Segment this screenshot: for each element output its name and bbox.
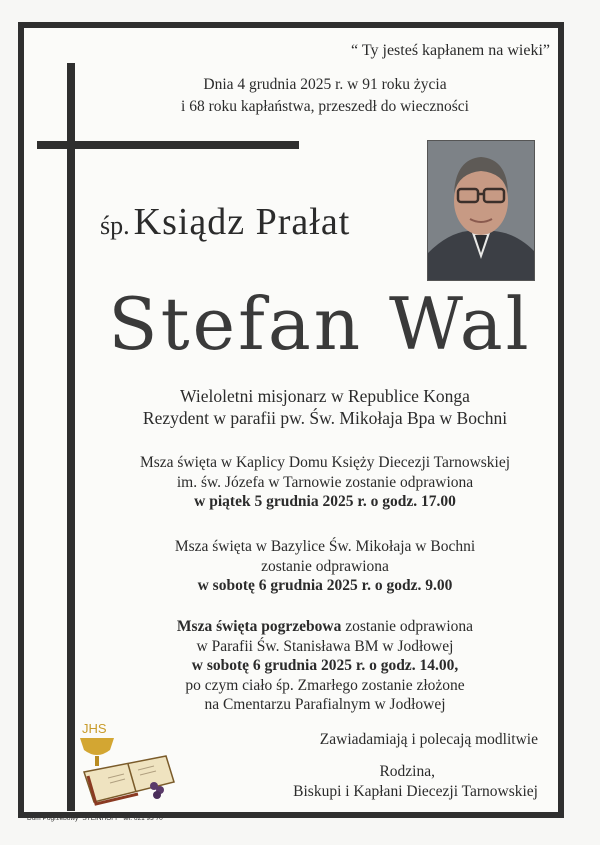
portrait-photo [427, 140, 535, 281]
prayer-notice: Zawiadamiają i polecają modlitwie [319, 731, 538, 748]
funeral-line-1-rest: zostanie odprawiona [341, 618, 474, 635]
title-prefix: śp. [100, 211, 130, 240]
emblem-illustration [78, 716, 178, 806]
mass-2-line-1: Msza święta w Bazylice Św. Mikołaja w Bochni [174, 538, 476, 555]
mass-1-block [80, 453, 570, 512]
description-line-1: Wieloletni misjonarz w Republice Konga [180, 386, 470, 406]
funeral-home-footer: Dom Pogrzebowy "STEINHOFF" tel. 621 93 70 [27, 815, 163, 822]
family-line-2: Biskupi i Kapłani Diecezji Tarnowskiej [293, 783, 538, 800]
mass-2-block [80, 537, 570, 596]
family-line-1: Rodzina, [379, 763, 435, 780]
deceased-title [100, 200, 350, 244]
mass-1-line-2: im. św. Józefa w Tarnowie zostanie odprawiona [176, 473, 474, 491]
mass-1-line-1: Msza święta w Kaplicy Domu Księży Diecezji Tarnowskiej [139, 454, 511, 471]
title-main: Ksiądz Prałat [133, 201, 351, 243]
portrait-illustration [428, 141, 534, 280]
family-signature [220, 762, 538, 802]
mass-1-date: w piątek 5 grudnia 2025 r. o godz. 17.00 [194, 493, 456, 510]
funeral-date: w sobotę 6 grudnia 2025 r. o godz. 14.00, [191, 657, 459, 674]
mass-2-line-2: zostanie odprawiona [261, 557, 389, 575]
description [80, 385, 570, 429]
intro-line-1: Dnia 4 grudnia 2025 r. w 91 roku życia [203, 76, 447, 93]
funeral-line-3 [80, 656, 570, 676]
mass-1-line-3 [80, 492, 570, 512]
mass-2-date: w sobotę 6 grudnia 2025 r. o godz. 9.00 [197, 577, 453, 594]
intro-line-2: i 68 roku kapłaństwa, przeszedł do wieczności [181, 98, 469, 115]
funeral-line-2: w Parafii Św. Stanisława BM w Jodłowej [196, 637, 454, 655]
funeral-line-4: po czym ciało śp. Zmarłego zostanie złożone [185, 676, 465, 694]
motto-quote: “ Ty jesteś kapłanem na wieki” [351, 42, 550, 59]
funeral-line-5: na Cmentarzu Parafialnym w Jodłowej [204, 696, 446, 713]
intro-text [90, 74, 560, 118]
funeral-line-1 [80, 617, 570, 637]
emblem-jhs-text: JHS [82, 721, 107, 736]
cross-horizontal-bar [37, 141, 299, 149]
jhs-chalice-book-emblem [78, 716, 178, 806]
description-line-2: Rezydent w parafii pw. Św. Mikołaja Bpa w Bochni [142, 408, 508, 428]
mass-2-line-3 [80, 576, 570, 596]
cross-vertical-bar [67, 63, 75, 811]
funeral-mass-label: Msza święta pogrzebowa [176, 618, 342, 635]
funeral-block [80, 617, 570, 715]
deceased-name: Stefan Wal [108, 282, 532, 366]
